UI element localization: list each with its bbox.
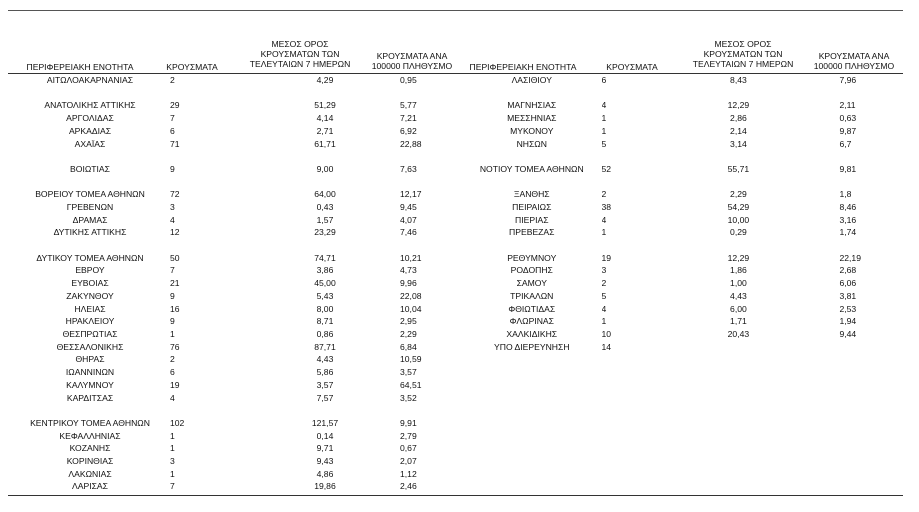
region-name-cell: ΕΥΒΟΙΑΣ (71, 278, 109, 289)
table-row (10, 125, 490, 138)
region-name-cell: ΤΡΙΚΑΛΩΝ (510, 290, 554, 301)
avg-7day-cell (711, 341, 765, 354)
region-name-cell: ΔΥΤΙΚΗΣ ΑΤΤΙΚΗΣ (53, 227, 127, 238)
rate-per-100k-cell: 3,52 (400, 392, 417, 403)
avg-7day-cell: 10,00 (727, 214, 750, 225)
table-row (10, 252, 490, 265)
cases-cell: 6 (170, 125, 175, 136)
avg-7day-cell: 6,00 (730, 303, 747, 314)
table-row (10, 480, 490, 493)
cases-cell: 10 (601, 329, 612, 339)
rate-per-100k-cell: 7,46 (400, 227, 417, 238)
rate-per-100k-cell: 1,74 (839, 227, 857, 238)
table-row (462, 226, 919, 239)
table-row (462, 163, 919, 176)
avg-7day-cell: 1,71 (730, 316, 747, 327)
cases-cell: 12 (170, 227, 180, 238)
avg-7day-cell: 23,29 (314, 227, 336, 238)
table-row (10, 328, 490, 341)
avg-7day-cell: 4,14 (316, 113, 334, 124)
avg-7day-cell: 55,71 (727, 163, 750, 174)
rate-per-100k-cell: 10,21 (400, 252, 422, 263)
rate-per-100k-cell: 2,79 (400, 430, 417, 441)
cases-cell: 7 (170, 481, 175, 492)
table-row (10, 417, 490, 430)
cases-cell: 4 (170, 214, 175, 225)
rate-per-100k-cell: 7,21 (400, 113, 417, 124)
rate-per-100k-cell: 10,59 (400, 354, 422, 365)
avg-7day-cell: 7,57 (316, 392, 334, 403)
bottom-rule (8, 495, 903, 496)
cases-cell: 6 (170, 367, 175, 378)
region-name-cell: ΔΥΤΙΚΟΥ ΤΟΜΕΑ ΑΘΗΝΩΝ (36, 252, 144, 263)
region-name-cell: ΖΑΚΥΝΘΟΥ (66, 290, 114, 301)
cases-cell: 1 (601, 125, 607, 136)
table-row (462, 264, 919, 277)
rate-per-100k-cell: 64,51 (400, 379, 422, 390)
spacer-cell (10, 176, 490, 189)
cases-cell: 1 (170, 430, 175, 441)
cases-cell: 5 (601, 290, 607, 301)
table-row (462, 125, 919, 138)
rate-per-100k-cell: 2,29 (400, 329, 417, 339)
rate-per-100k-cell: 6,84 (400, 341, 417, 352)
rate-per-100k-cell: 2,53 (839, 303, 857, 314)
table-row (10, 138, 490, 151)
rate-per-100k-cell: 9,45 (400, 201, 417, 212)
table-row (10, 201, 490, 214)
cases-cell: 19 (601, 252, 612, 263)
rate-per-100k-cell: 9,44 (839, 329, 857, 339)
region-name-cell: ΡΕΘΥΜΝΟΥ (507, 252, 557, 263)
right-header-avg-line2: ΚΡΟΥΣΜΑΤΩΝ ΤΩΝ (703, 49, 783, 59)
region-name-cell: ΛΑΚΩΝΙΑΣ (68, 468, 112, 479)
spacer-row (10, 239, 490, 252)
cases-cell: 21 (170, 278, 180, 289)
rate-per-100k-cell (765, 341, 919, 354)
avg-7day-cell: 45,00 (314, 278, 336, 289)
cases-cell: 2 (170, 354, 175, 365)
rate-per-100k-cell: 3,57 (400, 367, 417, 378)
right-header-rate-line2: 100000 ΠΛΗΘΥΣΜΟ (813, 61, 895, 71)
table-row (462, 277, 919, 290)
region-name-cell: ΑΙΤΩΛΟΑΚΑΡΝΑΝΙΑΣ (46, 75, 134, 85)
table-row (462, 214, 919, 227)
table-row (10, 226, 490, 239)
cases-cell: 4 (601, 303, 607, 314)
spacer-row (462, 150, 919, 163)
region-name-cell: ΧΑΛΚΙΔΙΚΗΣ (506, 329, 558, 339)
spacer-cell (462, 87, 919, 100)
cases-cell: 3 (170, 456, 175, 467)
region-name-cell: ΑΧΑΪΑΣ (74, 138, 106, 149)
rate-per-100k-cell: 2,46 (400, 481, 417, 492)
rate-per-100k-cell: 6,7 (839, 138, 852, 149)
region-name-cell: ΘΕΣΣΑΛΟΝΙΚΗΣ (56, 341, 124, 352)
cases-cell: 3 (170, 201, 175, 212)
avg-7day-cell: 4,43 (730, 290, 747, 301)
avg-7day-cell: 1,00 (730, 278, 747, 289)
table-row (462, 138, 919, 151)
cases-cell: 4 (601, 214, 607, 225)
cases-cell: 1 (170, 329, 175, 339)
table-row (10, 392, 490, 405)
cases-cell: 76 (170, 341, 180, 352)
right-header-avg-line1: ΜΕΣΟΣ ΟΡΟΣ (714, 39, 772, 49)
table-row (462, 328, 919, 341)
table-row (10, 112, 490, 125)
left-header-avg-line1: ΜΕΣΟΣ ΟΡΟΣ (271, 39, 329, 49)
avg-7day-cell: 3,86 (316, 265, 334, 276)
rate-per-100k-cell: 22,08 (400, 290, 422, 301)
rate-per-100k-cell: 2,95 (400, 316, 417, 327)
region-name-cell: ΛΑΡΙΣΑΣ (72, 481, 108, 492)
avg-7day-cell: 0,43 (316, 201, 334, 212)
avg-7day-cell: 2,29 (730, 189, 747, 200)
avg-7day-cell: 4,29 (316, 75, 334, 85)
left-header-cases: ΚΡΟΥΣΜΑΤΑ (166, 62, 218, 72)
left-header-rate (362, 51, 462, 71)
table-row (10, 353, 490, 366)
region-name-cell: ΒΟΡΕΙΟΥ ΤΟΜΕΑ ΑΘΗΝΩΝ (35, 189, 145, 200)
avg-7day-cell: 4,43 (316, 354, 334, 365)
right-header-rate (804, 51, 904, 71)
region-name-cell: ΕΒΡΟΥ (75, 265, 105, 276)
region-name-cell: ΚΑΡΔΙΤΣΑΣ (66, 392, 114, 403)
region-name-cell: ΚΑΛΥΜΝΟΥ (66, 379, 114, 390)
rate-per-100k-cell: 9,91 (400, 417, 417, 428)
rate-per-100k-cell: 8,46 (839, 201, 857, 212)
region-name-cell: ΘΗΡΑΣ (75, 354, 105, 365)
right-header-avg-line3: ΤΕΛΕΥΤΑΙΩΝ 7 ΗΜΕΡΩΝ (692, 59, 794, 69)
avg-7day-cell: 61,71 (314, 138, 336, 149)
table-row (462, 341, 919, 354)
spacer-row (462, 176, 919, 189)
cases-cell: 5 (601, 138, 607, 149)
spacer-row (462, 87, 919, 100)
spacer-cell (462, 150, 919, 163)
region-name-cell: ΛΑΣΙΘΙΟΥ (511, 75, 552, 85)
spacer-cell (10, 404, 490, 417)
avg-7day-cell: 9,00 (316, 163, 334, 174)
rate-per-100k-cell: 1,12 (400, 468, 417, 479)
rate-per-100k-cell: 9,96 (400, 278, 417, 289)
cases-cell: 9 (170, 290, 175, 301)
table-row (10, 315, 490, 328)
cases-cell: 9 (170, 316, 175, 327)
spacer-row (10, 404, 490, 417)
right-header-avg (688, 39, 798, 69)
cases-cell: 2 (170, 75, 175, 85)
avg-7day-cell: 5,43 (316, 290, 334, 301)
avg-7day-cell: 54,29 (727, 201, 750, 212)
avg-7day-cell: 0,86 (316, 329, 334, 339)
right-cases-table (462, 74, 919, 353)
table-row (10, 455, 490, 468)
cases-cell: 1 (601, 227, 607, 238)
avg-7day-cell: 12,29 (727, 100, 750, 111)
cases-cell: 6 (601, 75, 607, 85)
rate-per-100k-cell: 1,8 (839, 189, 852, 200)
left-header-rate-line2: 100000 ΠΛΗΘΥΣΜΟ (371, 61, 453, 71)
cases-cell: 1 (601, 113, 607, 124)
rate-per-100k-cell: 5,77 (400, 100, 417, 111)
region-name-cell: ΜΥΚΟΝΟΥ (510, 125, 554, 136)
region-name-cell: ΑΝΑΤΟΛΙΚΗΣ ΑΤΤΙΚΗΣ (44, 100, 136, 111)
cases-cell: 4 (170, 392, 175, 403)
cases-cell: 102 (170, 417, 185, 428)
region-name-cell: ΒΟΙΩΤΙΑΣ (70, 163, 110, 174)
region-name-cell: ΑΡΚΑΔΙΑΣ (68, 125, 112, 136)
avg-7day-cell: 4,86 (316, 468, 334, 479)
avg-7day-cell: 64,00 (314, 189, 336, 200)
rate-per-100k-cell: 10,04 (400, 303, 422, 314)
cases-cell: 50 (170, 252, 180, 263)
avg-7day-cell: 20,43 (727, 329, 750, 339)
table-row (10, 303, 490, 316)
table-row (10, 341, 490, 354)
spacer-cell (462, 239, 919, 252)
rate-per-100k-cell: 3,81 (839, 290, 857, 301)
region-name-cell: ΗΛΕΙΑΣ (74, 303, 106, 314)
table-row (462, 303, 919, 316)
avg-7day-cell: 3,57 (316, 379, 334, 390)
avg-7day-cell: 12,29 (727, 252, 750, 263)
cases-cell: 16 (170, 303, 180, 314)
rate-per-100k-cell: 6,06 (839, 278, 857, 289)
rate-per-100k-cell: 4,73 (400, 265, 417, 276)
avg-7day-cell: 87,71 (314, 341, 336, 352)
region-name-cell: ΞΑΝΘΗΣ (513, 189, 550, 200)
cases-cell: 1 (601, 316, 607, 327)
rate-per-100k-cell: 12,17 (400, 189, 422, 200)
avg-7day-cell: 0,14 (316, 430, 334, 441)
avg-7day-cell: 51,29 (314, 100, 336, 111)
left-cases-table (10, 74, 490, 493)
rate-per-100k-cell: 7,96 (839, 75, 857, 85)
rate-per-100k-cell: 22,19 (839, 252, 861, 263)
right-header-rate-line1: ΚΡΟΥΣΜΑΤΑ ΑΝΑ (818, 51, 890, 61)
spacer-cell (462, 176, 919, 189)
region-name-cell: ΦΘΙΩΤΙΔΑΣ (508, 303, 556, 314)
rate-per-100k-cell: 6,92 (400, 125, 417, 136)
right-header-region: ΠΕΡΙΦΕΡΕΙΑΚΗ ΕΝΟΤΗΤΑ (469, 62, 577, 72)
region-name-cell: ΙΩΑΝΝΙΝΩΝ (65, 367, 115, 378)
cases-cell: 72 (170, 189, 180, 200)
left-header-region: ΠΕΡΙΦΕΡΕΙΑΚΗ ΕΝΟΤΗΤΑ (26, 62, 134, 72)
spacer-cell (10, 87, 490, 100)
table-row (462, 252, 919, 265)
region-name-cell: ΚΕΦΑΛΛΗΝΙΑΣ (59, 430, 121, 441)
rate-per-100k-cell: 7,63 (400, 163, 417, 174)
region-name-cell: ΗΡΑΚΛΕΙΟΥ (65, 316, 115, 327)
avg-7day-cell: 1,57 (316, 214, 334, 225)
avg-7day-cell: 8,00 (316, 303, 334, 314)
table-row (10, 214, 490, 227)
cases-cell: 71 (170, 138, 180, 149)
table-row (10, 379, 490, 392)
avg-7day-cell: 2,14 (730, 125, 747, 136)
region-name-cell: ΜΑΓΝΗΣΙΑΣ (507, 100, 557, 111)
region-name-cell: ΦΛΩΡΙΝΑΣ (509, 316, 554, 327)
table-row (10, 188, 490, 201)
rate-per-100k-cell: 2,11 (839, 100, 856, 111)
avg-7day-cell: 8,43 (730, 75, 747, 85)
avg-7day-cell: 0,29 (730, 227, 747, 238)
avg-7day-cell: 1,86 (730, 265, 747, 276)
right-header-cases: ΚΡΟΥΣΜΑΤΑ (606, 62, 658, 72)
cases-cell: 19 (170, 379, 180, 390)
region-name-cell: ΔΡΑΜΑΣ (72, 214, 108, 225)
table-row (462, 112, 919, 125)
rate-per-100k-cell: 9,87 (839, 125, 857, 136)
spacer-row (10, 87, 490, 100)
rate-per-100k-cell: 22,88 (400, 138, 422, 149)
region-name-cell: ΜΕΣΣΗΝΙΑΣ (507, 113, 557, 124)
avg-7day-cell: 121,57 (311, 417, 339, 428)
table-row (10, 290, 490, 303)
left-header-avg-line3: ΤΕΛΕΥΤΑΙΩΝ 7 ΗΜΕΡΩΝ (249, 59, 351, 69)
spacer-row (10, 150, 490, 163)
cases-cell: 1 (170, 468, 175, 479)
region-name-cell: ΚΕΝΤΡΙΚΟΥ ΤΟΜΕΑ ΑΘΗΝΩΝ (30, 417, 150, 428)
avg-7day-cell: 5,86 (316, 367, 334, 378)
table-row (10, 468, 490, 481)
rate-per-100k-cell: 9,81 (839, 163, 857, 174)
cases-cell: 29 (170, 100, 180, 111)
region-name-cell: ΓΡΕΒΕΝΩΝ (66, 201, 114, 212)
cases-cell: 7 (170, 113, 175, 124)
region-name-cell: ΣΑΜΟΥ (516, 278, 547, 289)
avg-7day-cell: 74,71 (314, 252, 336, 263)
table-row (462, 315, 919, 328)
cases-cell: 14 (601, 341, 612, 352)
table-row (10, 430, 490, 443)
region-name-cell: ΘΕΣΠΡΩΤΙΑΣ (62, 329, 118, 339)
avg-7day-cell: 8,71 (316, 316, 334, 327)
left-header-avg-line2: ΚΡΟΥΣΜΑΤΩΝ ΤΩΝ (260, 49, 340, 59)
avg-7day-cell: 9,71 (316, 443, 334, 454)
cases-cell: 52 (601, 163, 612, 174)
avg-7day-cell: 19,86 (314, 481, 336, 492)
region-name-cell: ΝΗΣΩΝ (516, 138, 547, 149)
rate-per-100k-cell: 0,63 (839, 113, 857, 124)
region-name-cell: ΠΕΙΡΑΙΩΣ (512, 201, 552, 212)
cases-cell: 2 (601, 278, 607, 289)
region-name-cell: ΥΠΟ ΔΙΕΡΕΥΝΗΣΗ (494, 341, 570, 352)
avg-7day-cell: 2,71 (316, 125, 334, 136)
table-row (462, 188, 919, 201)
spacer-cell (10, 239, 490, 252)
cases-cell: 38 (601, 201, 612, 212)
cases-cell: 9 (170, 163, 175, 174)
table-row (10, 277, 490, 290)
spacer-cell (10, 150, 490, 163)
table-row (10, 442, 490, 455)
cases-cell: 2 (601, 189, 607, 200)
rate-per-100k-cell: 2,68 (839, 265, 857, 276)
rate-per-100k-cell: 1,94 (839, 316, 857, 327)
rate-per-100k-cell: 0,67 (400, 443, 417, 454)
avg-7day-cell: 2,86 (730, 113, 747, 124)
top-rule (8, 10, 903, 11)
region-name-cell: ΡΟΔΟΠΗΣ (510, 265, 553, 276)
table-row (462, 74, 919, 87)
table-row (462, 99, 919, 112)
table-row (462, 290, 919, 303)
region-name-cell: ΚΟΖΑΝΗΣ (69, 443, 111, 454)
cases-cell: 1 (170, 443, 175, 454)
spacer-row (462, 239, 919, 252)
table-row (10, 99, 490, 112)
left-header-rate-line1: ΚΡΟΥΣΜΑΤΑ ΑΝΑ (376, 51, 448, 61)
region-name-cell: ΝΟΤΙΟΥ ΤΟΜΕΑ ΑΘΗΝΩΝ (479, 163, 584, 174)
rate-per-100k-cell: 0,95 (400, 75, 417, 85)
cases-cell: 7 (170, 265, 175, 276)
avg-7day-cell: 9,43 (316, 456, 334, 467)
region-name-cell: ΑΡΓΟΛΙΔΑΣ (66, 113, 114, 124)
avg-7day-cell: 3,14 (730, 138, 747, 149)
left-header-avg (248, 39, 352, 69)
table-row (10, 74, 490, 87)
table-row (10, 264, 490, 277)
table-row (10, 163, 490, 176)
cases-cell: 3 (601, 265, 607, 276)
rate-per-100k-cell: 3,16 (839, 214, 857, 225)
table-row (462, 201, 919, 214)
rate-per-100k-cell: 4,07 (400, 214, 417, 225)
table-row (10, 366, 490, 379)
cases-cell: 4 (601, 100, 607, 111)
region-name-cell: ΚΟΡΙΝΘΙΑΣ (66, 456, 114, 467)
region-name-cell: ΠΙΕΡΙΑΣ (515, 214, 549, 225)
spacer-row (10, 176, 490, 189)
region-name-cell: ΠΡΕΒΕΖΑΣ (509, 227, 555, 238)
rate-per-100k-cell: 2,07 (400, 456, 417, 467)
